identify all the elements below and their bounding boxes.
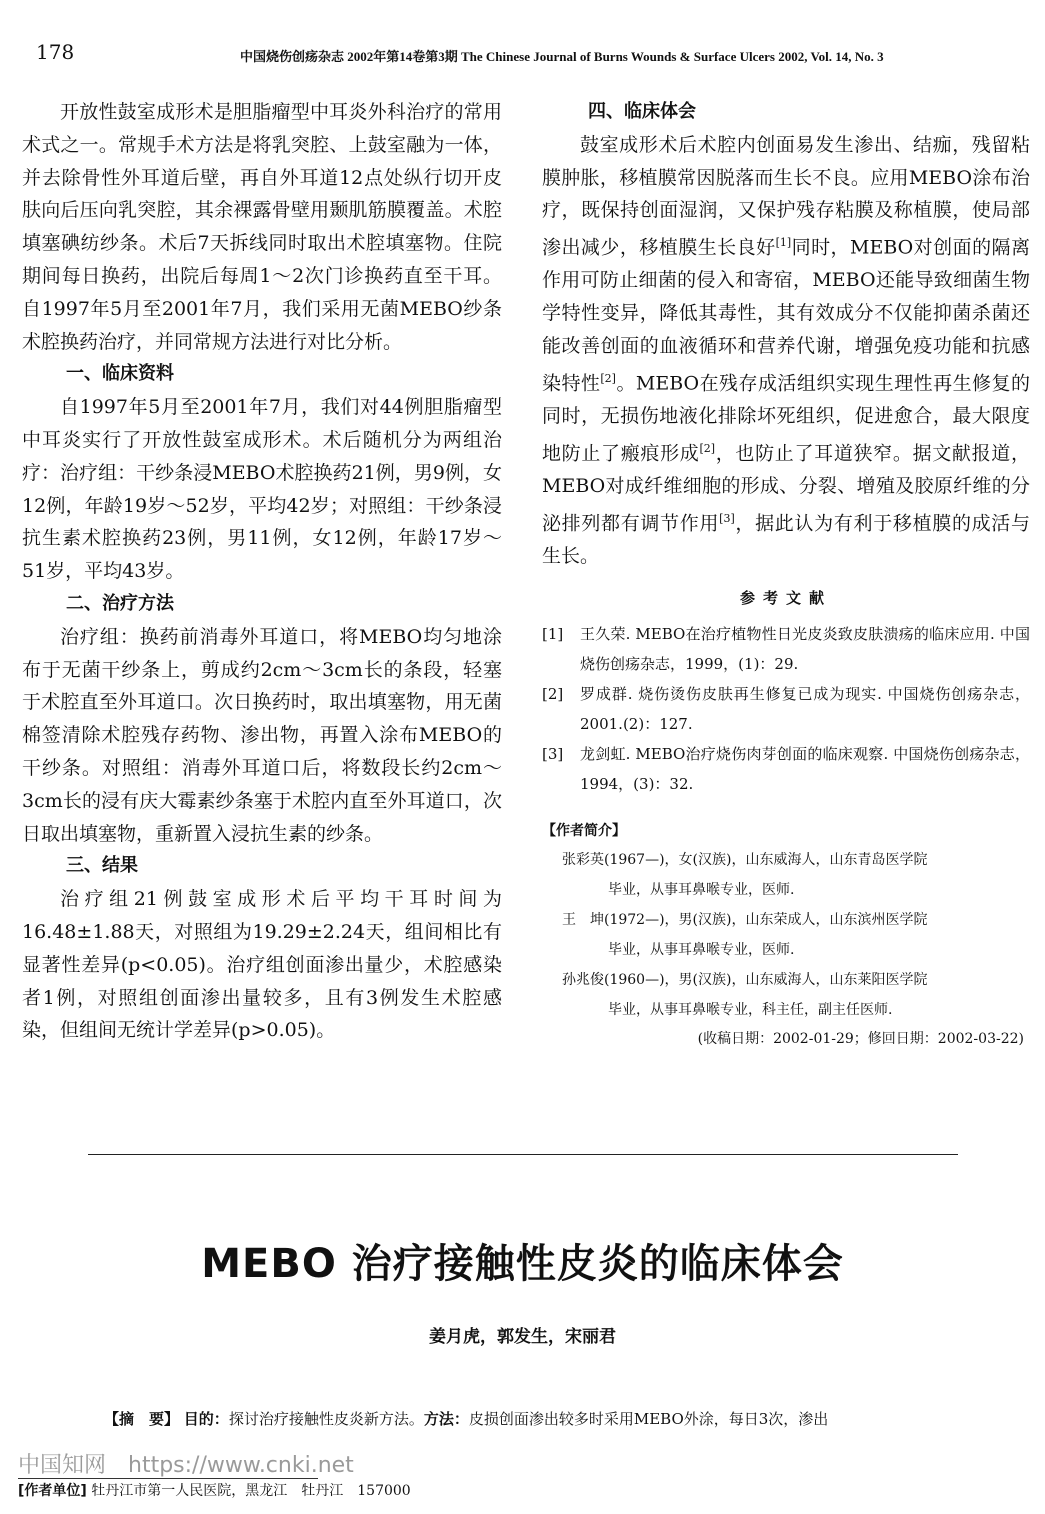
cnki-watermark: 中国知网 https://www.cnki.net (18, 1453, 354, 1478)
section-body-3: 治疗组21例鼓室成形术后平均干耳时间为16.48±1.88天，对照组为19.29±2.24天，组间相比有显著性差异(p<0.05)。治疗组创面渗出量少，术腔感染者1例，对照组创面渗出量较多，且有3例发生术腔感染，但组间无统计学差异(p>0.05)。 (22, 888, 502, 1042)
section-heading-1: 一、临床资料 (66, 363, 174, 385)
article-authors: 姜月虎，郭发生，宋丽君 (429, 1327, 616, 1347)
section-divider (88, 1154, 958, 1155)
reference-number: [2] (542, 685, 564, 704)
reference-text: 龙剑虹. MEBO治疗烧伤肉芽创面的临床观察. 中国烧伤创疡杂志，1994，(3)：32. (580, 745, 1030, 794)
section-heading-4: 四、临床体会 (588, 101, 696, 122)
affiliation-label: [作者单位] (18, 1483, 87, 1499)
reference-item (542, 679, 1030, 739)
citation: [3] (719, 511, 735, 525)
citation: [2] (699, 441, 716, 455)
right-column (542, 96, 1030, 1053)
affiliation-text: 牡丹江市第一人民医院，黑龙江 牡丹江 157000 (91, 1483, 411, 1499)
abstract (104, 1408, 1004, 1429)
references-list (542, 619, 1030, 799)
section-heading-2: 二、治疗方法 (66, 592, 174, 614)
author-bio-line: 毕业，从事耳鼻喉专业，医师. (608, 882, 795, 899)
author-intro-title: 【作者简介】 (542, 823, 626, 840)
reference-text: 罗成群. 烧伤烫伤皮肤再生修复已成为现实. 中国烧伤创疡杂志，2001.(2)：127. (580, 685, 1030, 734)
discussion-text-4: ，也防止了耳道狭窄。据文献报道，MEBO对成纤维细胞的形成、分裂、增殖及胶原纤维的分泌排列都有调节作用 (542, 441, 1030, 534)
references-title: 参考文献 (739, 589, 832, 608)
reference-item (542, 739, 1030, 799)
abstract-label: 【摘 要】 (104, 1410, 180, 1428)
method-label: 方法： (423, 1410, 469, 1428)
article-title: MEBO 治疗接触性皮炎的临床体会 (201, 1241, 844, 1287)
reference-text: 王久荣. MEBO在治疗植物性日光皮炎致皮肤溃疡的临床应用. 中国烧伤创疡杂志，1999，(1)：29. (580, 625, 1030, 674)
objective-text: 探讨治疗接触性皮炎新方法。 (228, 1410, 424, 1428)
footnote-rule (18, 1478, 318, 1479)
reference-item (542, 619, 1030, 679)
author-affiliation (18, 1480, 411, 1500)
objective-label: 目的： (183, 1410, 229, 1428)
author-bio-line: 毕业，从事耳鼻喉专业，科主任，副主任医师. (608, 1002, 893, 1019)
reference-number: [3] (542, 745, 564, 764)
left-column (22, 96, 502, 1047)
author-bio-line: 毕业，从事耳鼻喉专业，医师. (608, 942, 795, 959)
discussion-text-2: 同时，MEBO对创面的隔离作用可防止细菌的侵入和寄宿，MEBO还能导致细菌生物学特性变异，降低其毒性，其有效成分不仅能抑菌杀菌还能改善创面的血液循环和营养代谢，增强免疫功能和抗感染特性 (542, 236, 1030, 395)
author-bio-line: 孙兆俊(1960—)，男(汉族)，山东威海人，山东莱阳医学院 (562, 972, 928, 989)
section-body-2: 治疗组：换药前消毒外耳道口，将MEBO均匀地涂布于无菌干纱条上，剪成约2cm～3cm长的条段，轻塞于术腔直至外耳道口。次日换药时，取出填塞物，用无菌棉签清除术腔残存药物、渗出物，再置入涂布MEBO的干纱条。对照组：消毒外耳道口后，将数段长约2cm～3cm长的浸有庆大霉素纱条塞于术腔内直至外耳道口，次日取出填塞物，重新置入浸抗生素的纱条。 (22, 625, 502, 845)
received-dates: (收稿日期：2002-01-29；修回日期：2002-03-22) (697, 1031, 1024, 1048)
citation: [1] (775, 236, 792, 250)
discussion-text-5: ，据此认为有利于移植膜的成活与生长。 (542, 511, 1030, 567)
citation: [2] (600, 371, 616, 385)
page-number: 178 (36, 40, 75, 64)
author-bio-line: 王 坤(1972—)，男(汉族)，山东荣成人，山东滨州医学院 (562, 912, 928, 929)
discussion-text-3: 。MEBO在残存成活组织实现生理性再生修复的同时，无损伤地液化排除坏死组织，促进愈合，最大限度地防止了瘢痕形成 (542, 372, 1030, 464)
author-bio (542, 965, 1030, 1025)
section-heading-3: 三、结果 (66, 855, 138, 877)
running-header: 中国烧伤创疡杂志 2002年第14卷第3期 The Chinese Journal of Burns Wounds & Surface Ulcers 2002, Vol. 14, No. 3 (240, 49, 884, 64)
author-bio (542, 845, 1030, 905)
author-bio-line: 张彩英(1967—)，女(汉族)，山东威海人，山东青岛医学院 (562, 852, 928, 869)
intro-paragraph: 开放性鼓室成形术是胆脂瘤型中耳炎外科治疗的常用术式之一。常规手术方法是将乳突腔、上鼓室融为一体，并去除骨性外耳道后壁，再自外耳道12点处纵行切开皮肤向后压向乳突腔，其余裸露骨壁用颞肌筋膜覆盖。术腔填塞碘纺纱条。术后7天拆线同时取出术腔填塞物。住院期间每日换药，出院后每周1～2次门诊换药直至干耳。自1997年5月至2001年7月，我们采用无菌MEBO纱条术腔换药治疗，并同常规方法进行对比分析。 (22, 101, 502, 353)
author-bio (542, 905, 1030, 965)
reference-number: [1] (542, 625, 564, 644)
section-body-4 (542, 129, 1030, 573)
section-body-1: 自1997年5月至2001年7月，我们对44例胆脂瘤型中耳炎实行了开放性鼓室成形术。术后随机分为两组治疗：治疗组：干纱条浸MEBO术腔换药21例，男9例，女12例，年龄19岁～52岁，平均42岁；对照组：干纱条浸抗生素术腔换药23例，男11例，女12例，年龄17岁～51岁，平均43岁。 (22, 396, 502, 583)
discussion-text-1: 鼓室成形术后术腔内创面易发生渗出、结痂，残留粘膜肿胀，移植膜常因脱落而生长不良。应用MEBO涂布治疗，既保持创面湿润，又保护残存粘膜及称植膜，使局部渗出减少，移植膜生长良好 (542, 133, 1030, 259)
method-text: 皮损创面渗出较多时采用MEBO外涂，每日3次，渗出 (468, 1410, 829, 1428)
